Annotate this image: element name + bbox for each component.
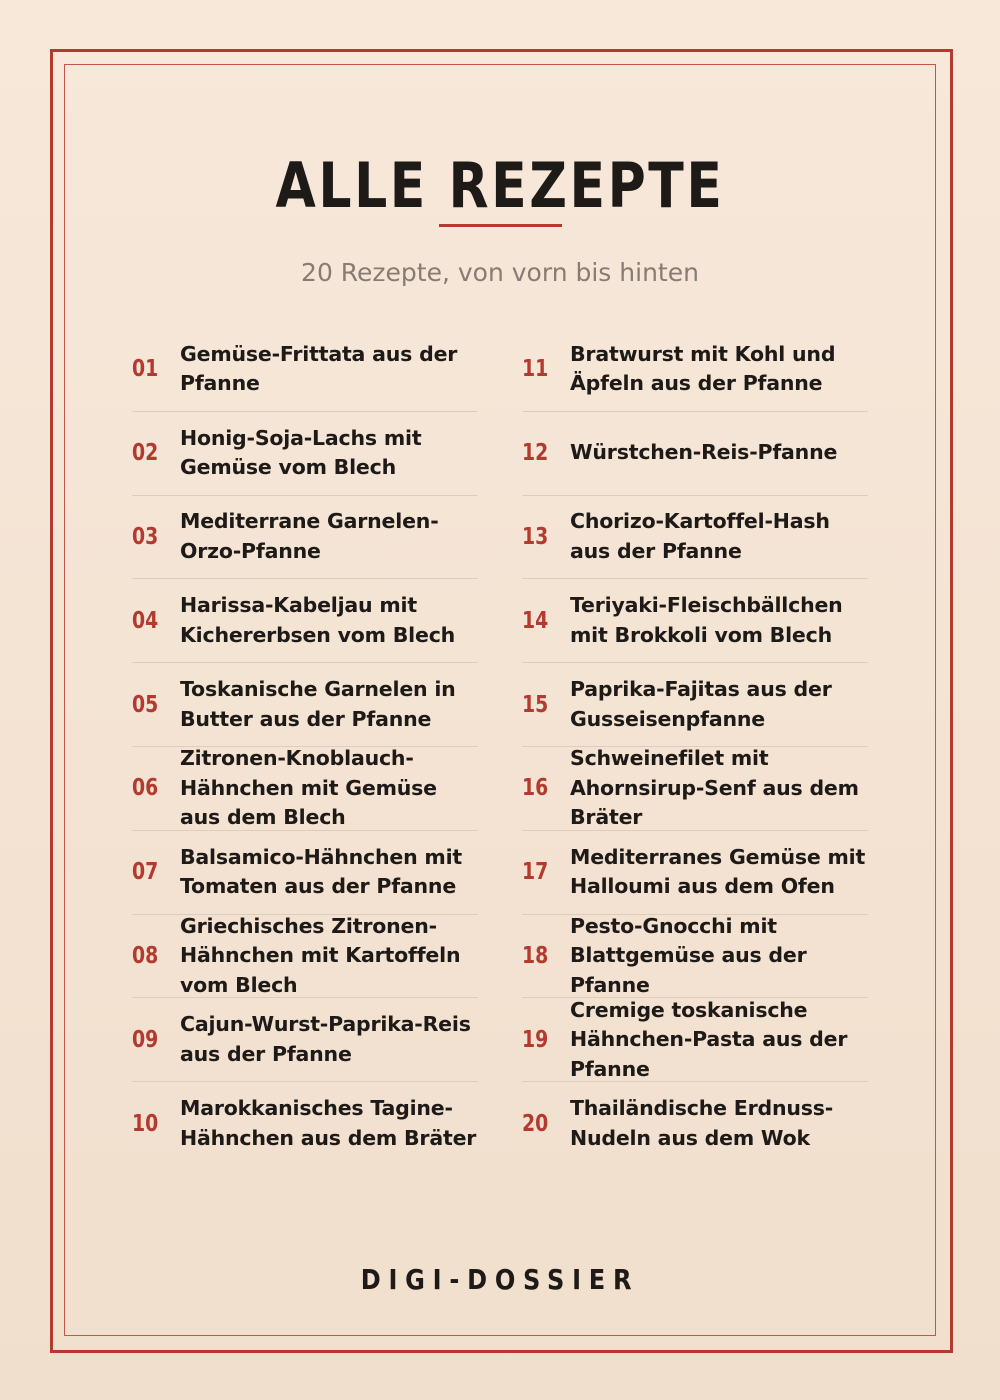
recipe-number: 05 [132,691,159,718]
recipe-name: Gemüse-Frittata aus der Pfanne [180,341,458,396]
recipe-item [132,578,478,662]
recipe-number: 03 [132,523,159,550]
recipe-name: Cajun-Wurst-Paprika-Reis aus der Pfanne [180,1012,471,1066]
recipe-name: Würstchen-Reis-Pfanne [570,440,838,465]
brand-footer: DIGI-DOSSIER [360,1263,640,1296]
recipe-number: 06 [132,775,159,802]
recipe-item [132,1081,478,1165]
recipe-number: 01 [132,356,159,383]
recipe-item [132,746,478,830]
recipe-number: 02 [132,440,159,467]
recipe-name: Griechisches Zitronen-Hähnchen mit Kartoffeln vom Blech [180,913,461,997]
recipe-number: 16 [522,775,549,802]
recipe-name: Thailändische Erdnuss-Nudeln aus dem Wok [570,1096,834,1150]
recipe-name: Mediterranes Gemüse mit Halloumi aus dem Ofen [570,844,866,899]
page-subtitle: 20 Rezepte, von vorn bis hinten [301,258,699,287]
recipe-number: 20 [522,1110,549,1137]
recipe-item [132,997,478,1081]
recipe-number: 08 [132,942,159,969]
recipe-item [522,578,868,662]
recipe-number: 10 [132,1110,159,1137]
recipe-item [132,411,478,495]
recipe-name: Bratwurst mit Kohl und Äpfeln aus der Pfanne [570,341,836,396]
recipe-item [522,495,868,579]
recipe-number: 15 [522,691,549,718]
recipe-item [522,411,868,495]
recipe-name: Cremige toskanische Hähnchen-Pasta aus der Pfanne [570,997,848,1081]
recipe-number: 18 [522,942,549,969]
recipe-item [522,914,868,998]
recipe-number: 19 [522,1026,549,1053]
recipe-item [522,746,868,830]
recipe-name: Mediterrane Garnelen-Orzo-Pfanne [180,509,439,563]
recipe-list-left [132,328,478,1165]
recipe-item [522,328,868,411]
recipe-number: 14 [522,607,549,634]
recipe-name: Pesto-Gnocchi mit Blattgemüse aus der Pfanne [570,913,807,997]
recipe-item [522,997,868,1081]
recipe-item [132,328,478,411]
recipe-item [522,830,868,914]
recipe-item [132,830,478,914]
recipe-number: 04 [132,607,159,634]
page-title: ALLE REZEPTE [275,149,725,222]
recipe-number: 13 [522,523,549,550]
recipe-item [132,495,478,579]
recipe-name: Zitronen-Knoblauch-Hähnchen mit Gemüse aus dem Blech [180,746,437,830]
recipe-number: 17 [522,859,549,886]
recipe-name: Honig-Soja-Lachs mit Gemüse vom Blech [180,425,422,480]
recipe-name: Balsamico-Hähnchen mit Tomaten aus der Pfanne [180,844,462,899]
recipe-name: Marokkanisches Tagine-Hähnchen aus dem Bräter [180,1096,477,1150]
recipe-number: 12 [522,440,549,467]
recipe-item [522,1081,868,1165]
recipe-name: Schweinefilet mit Ahornsirup-Senf aus dem Bräter [570,746,859,830]
recipe-name: Harissa-Kabeljau mit Kichererbsen vom Blech [180,593,456,647]
recipe-item [132,662,478,746]
recipe-name: Chorizo-Kartoffel-Hash aus der Pfanne [570,509,830,563]
recipe-name: Teriyaki-Fleischbällchen mit Brokkoli vom Blech [570,593,843,647]
recipe-number: 07 [132,859,159,886]
recipe-list-right [522,328,868,1165]
recipe-name: Toskanische Garnelen in Butter aus der Pfanne [180,677,456,731]
title-underline [439,224,562,227]
recipe-name: Paprika-Fajitas aus der Gusseisenpfanne [570,677,832,731]
recipe-number: 11 [522,356,549,383]
recipe-number: 09 [132,1026,159,1053]
recipe-item [132,914,478,998]
recipe-item [522,662,868,746]
